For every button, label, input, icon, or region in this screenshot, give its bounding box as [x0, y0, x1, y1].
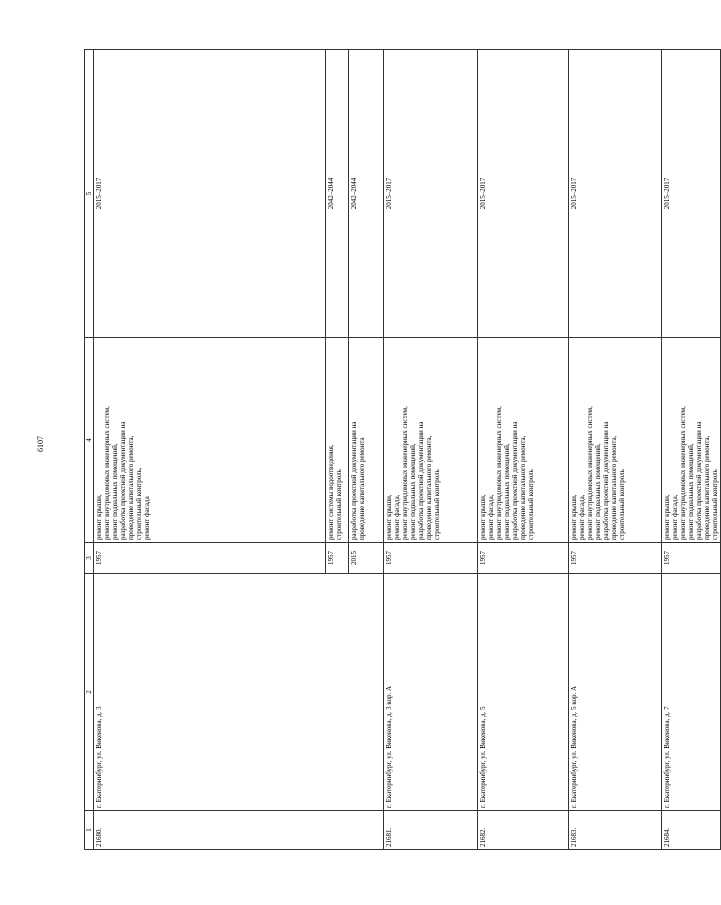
header-col-4: 4	[85, 338, 94, 543]
row-year: 1957	[662, 543, 721, 574]
table-row	[94, 50, 326, 850]
header-col-2: 2	[85, 574, 94, 811]
table-row	[384, 50, 478, 850]
row-works: ремонт крыши, ремонт фасада, ремонт внутридомовых инженерных систем, ремонт подвальных помещений, разработка проектной документации на проведение капитального ремонта, строительный контроль	[384, 338, 478, 543]
row-address: г. Екатеринбург, ул. Викенова, д. 5	[478, 574, 569, 811]
header-col-3: 3	[85, 543, 94, 574]
row-year: 1957	[94, 543, 326, 574]
row-period: 2015–2017	[478, 50, 569, 338]
row-address: г. Екатеринбург, ул. Викенова, д. 7	[662, 574, 721, 811]
row-year: 1957	[326, 543, 349, 574]
row-number: 21682.	[478, 811, 569, 850]
row-period: 2042–2044	[349, 50, 384, 338]
row-period: 2042–2044	[326, 50, 349, 338]
row-number: 21684.	[662, 811, 721, 850]
page-number: 6107	[36, 436, 45, 452]
header-row	[85, 50, 94, 850]
row-year: 1957	[384, 543, 478, 574]
header-col-5: 5	[85, 50, 94, 338]
row-year: 1957	[569, 543, 662, 574]
row-period: 2015–2017	[569, 50, 662, 338]
row-works: ремонт крыши, ремонт фасада, ремонт внутридомовых инженерных систем, ремонт подвальных помещений, разработка проектной документации на проведение капитального ремонта, строительный контроль	[569, 338, 662, 543]
row-period: 2015–2017	[384, 50, 478, 338]
table-row	[478, 50, 569, 850]
row-works: разработка проектной документации на проведение капитального ремонта	[349, 338, 384, 543]
row-period: 2015–2017	[662, 50, 721, 338]
row-works: ремонт крыши, ремонт внутридомовых инженерных систем, ремонт подвальных помещений, разработка проектной документации на проведение капитального ремонта, строительный контроль, ремонт фасада	[94, 338, 326, 543]
row-address: г. Екатеринбург, ул. Викенова, д. 5 кор. А	[569, 574, 662, 811]
row-works: ремонт системы водоотведения, строительный контроль	[326, 338, 349, 543]
header-col-1: 1	[85, 811, 94, 850]
table-row	[662, 50, 721, 850]
table-row	[569, 50, 662, 850]
row-number: 21683.	[569, 811, 662, 850]
repair-schedule-table	[84, 49, 721, 850]
row-works: ремонт крыши, ремонт фасада, ремонт внутридомовых инженерных систем, ремонт подвальных помещений, разработка проектной документации на проведение капитального ремонта, строительный контроль	[662, 338, 721, 543]
rotated-table-wrapper	[84, 75, 719, 850]
row-address: г. Екатеринбург, ул. Викенова, д. 3 кор. А	[384, 574, 478, 811]
row-number: 21680.	[94, 811, 384, 850]
row-year: 2015	[349, 543, 384, 574]
row-address: г. Екатеринбург, ул. Викенова, д. 3	[94, 574, 384, 811]
row-number: 21681.	[384, 811, 478, 850]
row-year: 1957	[478, 543, 569, 574]
row-works: ремонт крыши, ремонт фасада, ремонт внутридомовых инженерных систем, ремонт подвальных помещений, разработка проектной документации на проведение капитального ремонта, строительный контроль	[478, 338, 569, 543]
row-period: 2015–2017	[94, 50, 326, 338]
